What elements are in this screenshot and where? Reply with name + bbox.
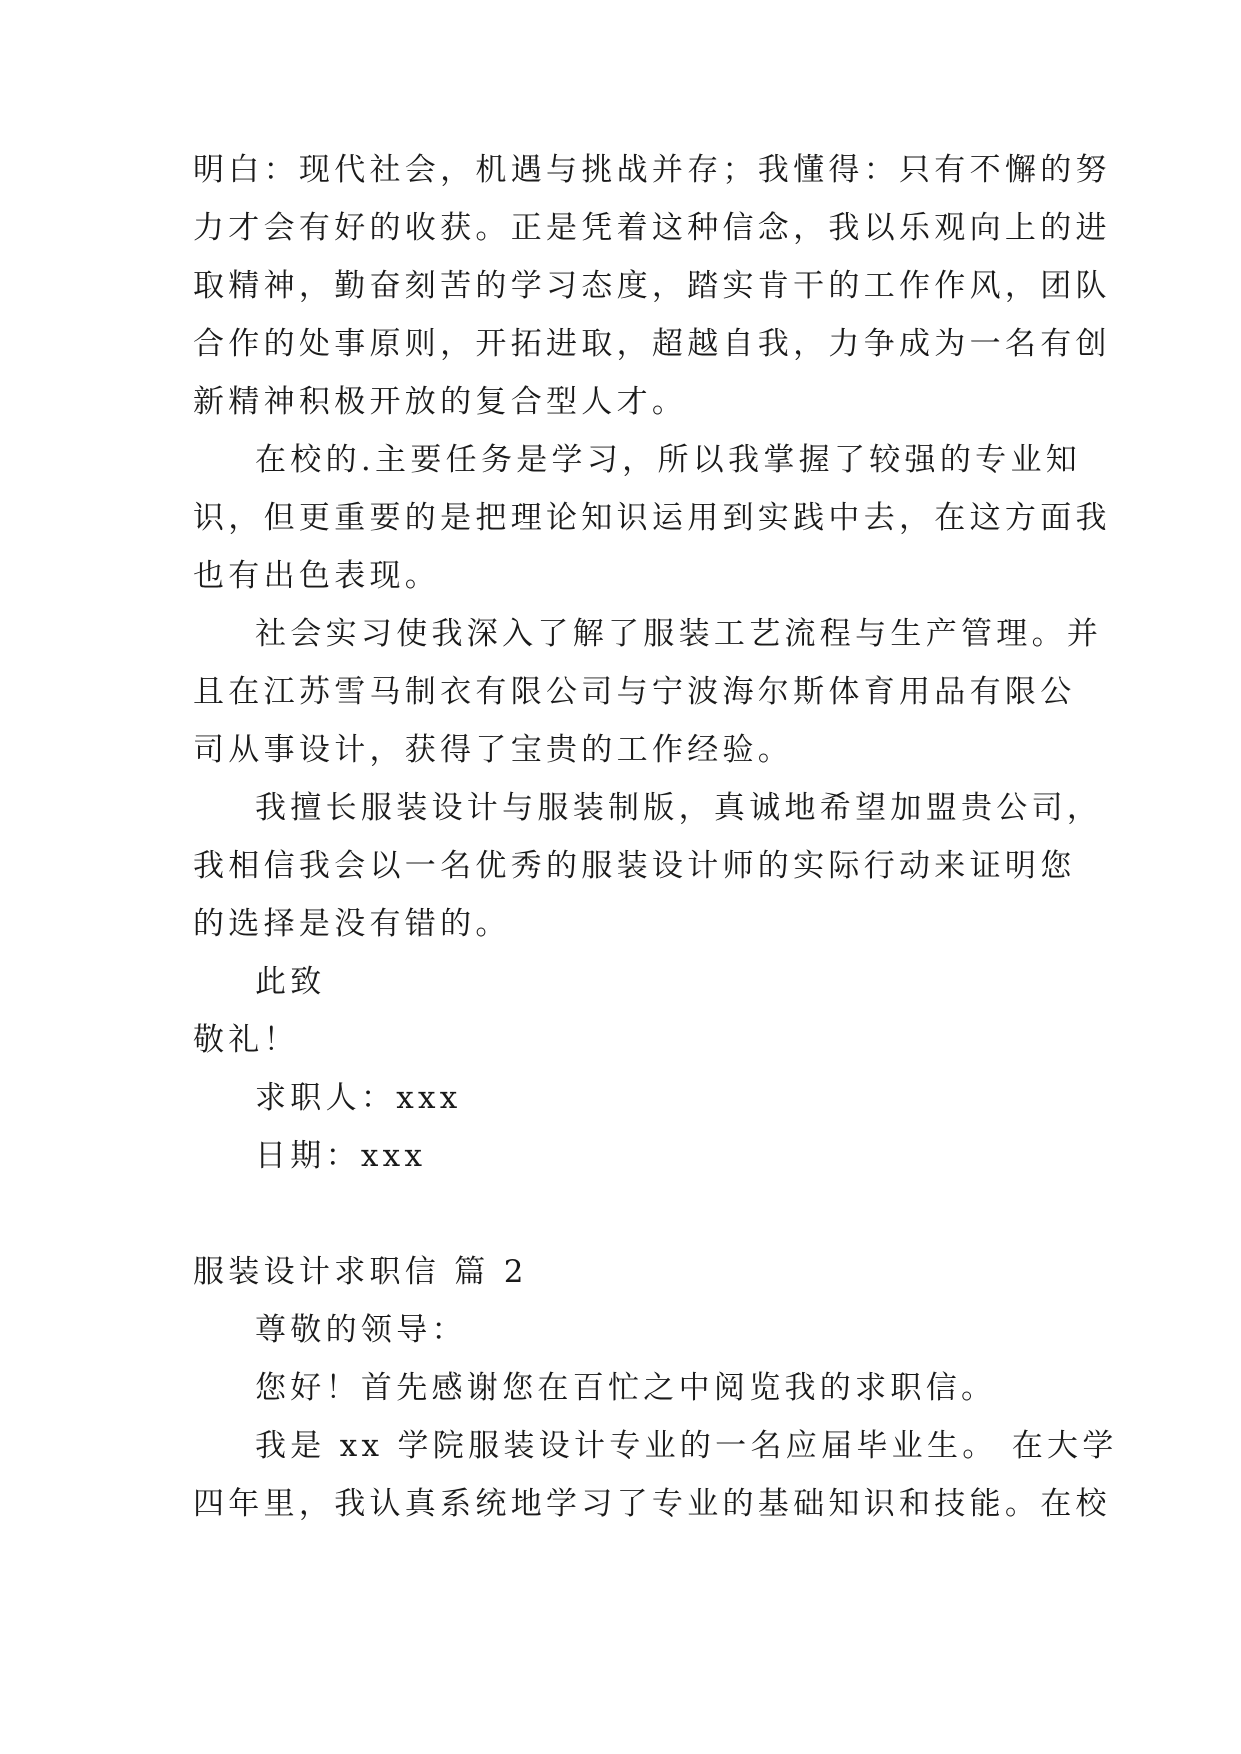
closing-regards: 敬礼！ — [193, 1022, 299, 1058]
body-text-line: 司从事设计，获得了宝贵的工作经验。 — [193, 732, 794, 768]
section-heading: 服装设计求职信 篇 2 — [193, 1254, 528, 1290]
closing-salutation: 此致 — [255, 964, 326, 1000]
paragraph-start: 在校的.主要任务是学习，所以我掌握了较强的专业知 — [255, 442, 1082, 478]
signature-date: 日期：xxx — [255, 1138, 427, 1174]
body-text-line: 我相信我会以一名优秀的服装设计师的实际行动来证明您 — [193, 848, 1076, 884]
paragraph-start: 社会实习使我深入了解了服装工艺流程与生产管理。并 — [255, 616, 1103, 652]
body-text-line: 合作的处事原则，开拓进取，超越自我，力争成为一名有创 — [193, 326, 1111, 362]
body-text-line: 的选择是没有错的。 — [193, 906, 511, 942]
body-text-line: 也有出色表现。 — [193, 558, 441, 594]
body-text-line: 四年里，我认真系统地学习了专业的基础知识和技能。在校 — [193, 1486, 1111, 1522]
paragraph-start: 我是 xx 学院服装设计专业的一名应届毕业生。 在大学 — [255, 1428, 1118, 1464]
body-text-line: 明白：现代社会，机遇与挑战并存；我懂得：只有不懈的努 — [193, 152, 1111, 188]
signature-applicant: 求职人：xxx — [255, 1080, 462, 1116]
body-text-line: 识，但更重要的是把理论知识运用到实践中去，在这方面我 — [193, 500, 1111, 536]
body-text-line: 新精神积极开放的复合型人才。 — [193, 384, 688, 420]
greeting: 尊敬的领导： — [255, 1312, 467, 1348]
body-text-line: 取精神，勤奋刻苦的学习态度，踏实肯干的工作作风，团队 — [193, 268, 1111, 304]
paragraph-start: 您好！首先感谢您在百忙之中阅览我的求职信。 — [255, 1370, 997, 1406]
body-text-line: 力才会有好的收获。正是凭着这种信念，我以乐观向上的进 — [193, 210, 1111, 246]
body-text-line: 且在江苏雪马制衣有限公司与宁波海尔斯体育用品有限公 — [193, 674, 1076, 710]
paragraph-start: 我擅长服装设计与服装制版，真诚地希望加盟贵公司， — [255, 790, 1103, 826]
